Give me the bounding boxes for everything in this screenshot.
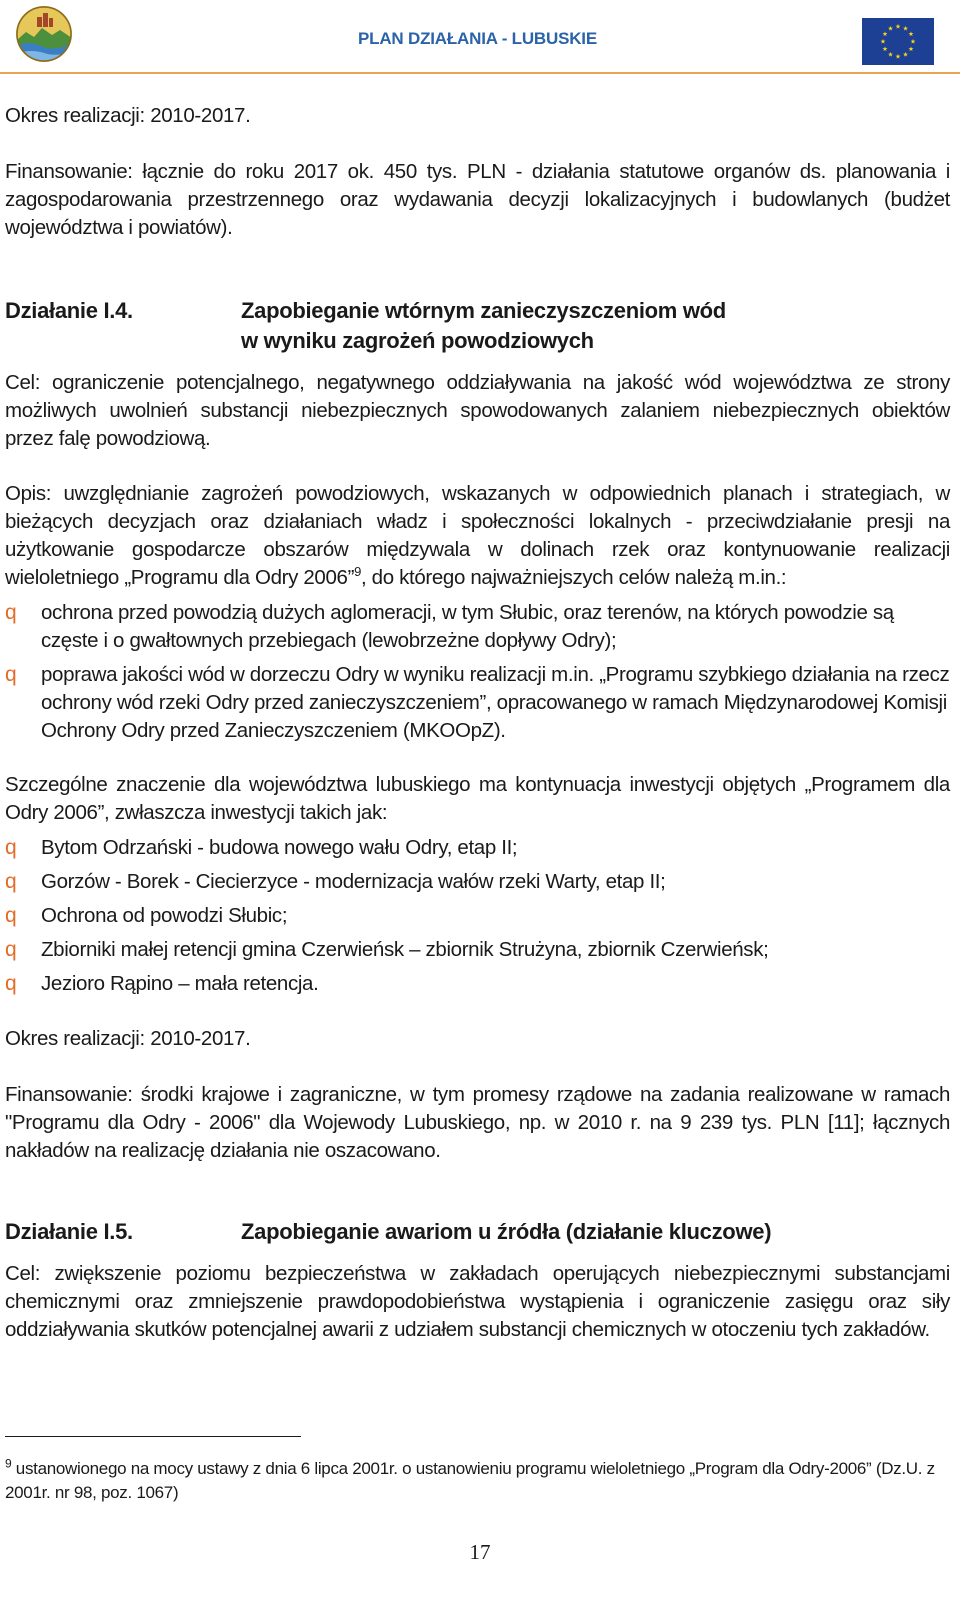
regional-emblem-icon <box>14 4 74 64</box>
inwestycje-bullet-list <box>5 834 950 998</box>
footnote-number: 9 <box>5 1456 12 1471</box>
list-item <box>5 599 950 655</box>
cel-15: Cel: zwiększenie poziomu bezpieczeństwa w zakładach operujących niebezpiecznymi substancjami chemicznymi oraz zmniejszenie prawdopodobieństwa wystąpienia i ograniczenie zasięgu oraz siły oddziaływania skutków potencjalnej awarii z udziałem substancji chemicznych w otoczeniu tych zakładów. <box>5 1262 950 1341</box>
list-item <box>5 970 950 998</box>
opis-14-text: Opis: uwzględnianie zagrożeń powodziowych, wskazanych w odpowiednich planach i strategiach, w bieżących decyzjach oraz działaniach władz i społeczności lokalnych - przeciwdziałanie presji na użytkowanie gospodarcze obszarów międzywala w dolinach rzek oraz kontynuowanie realizacji wieloletniego „Programu dla Odry 2006” <box>5 482 950 589</box>
list-item-text: Gorzów - Borek - Ciecierzyce - modernizacja wałów rzeki Warty, etap II; <box>41 870 666 893</box>
opis-bullet-list <box>5 599 950 745</box>
bullet-icon: q <box>5 663 17 686</box>
footnote <box>5 1457 940 1505</box>
footnote-divider <box>5 1436 301 1437</box>
page-header <box>0 0 960 74</box>
list-item-text: ochrona przed powodzią dużych aglomeracji, w tym Słubic, oraz terenów, na których powodzie są częste i o gwałtownych przebiegach (lewobrzeżne dopływy Odry); <box>41 601 894 652</box>
bullet-icon: q <box>5 938 17 961</box>
footnote-text: ustanowionego na mocy ustawy z dnia 6 lipca 2001r. o ustanowieniu programu wieloletniego „Program dla Odry-2006” (Dz.U. z 2001r. nr 98, poz. 1067) <box>5 1459 935 1502</box>
header-divider <box>0 72 960 74</box>
opis-14 <box>5 480 950 592</box>
cel-14: Cel: ograniczenie potencjalnego, negatywnego oddziaływania na jakość wód województwa ze strony możliwych uwolnień substancji niebezpiecznych spowodowanych zalaniem niebezpiecznych obiektów przez falę powodziową. <box>5 371 950 450</box>
list-item-text: Ochrona od powodzi Słubic; <box>41 904 288 927</box>
header-title: PLAN DZIAŁANIA - LUBUSKIE <box>358 29 597 48</box>
list-item <box>5 661 950 745</box>
okres-realizacji-2: Okres realizacji: 2010-2017. <box>5 1027 251 1050</box>
okres-realizacji-1: Okres realizacji: 2010-2017. <box>5 104 251 127</box>
finansowanie-2: Finansowanie: środki krajowe i zagraniczne, w tym promesy rządowe na zadania realizowane w ramach "Programu dla Odry - 2006" dla Wojewody Lubuskiego, np. w 2010 r. na 9 239 tys. PLN [11]; łącznych nakładów na realizację działania nie oszacowano. <box>5 1083 950 1162</box>
eu-flag-icon <box>862 18 934 65</box>
page-number: 17 <box>469 1540 491 1564</box>
bullet-icon: q <box>5 904 17 927</box>
list-item-text: poprawa jakości wód w dorzeczu Odry w wyniku realizacji m.in. „Programu szybkiego działania na rzecz ochrony wód rzeki Odry przed zanieczyszczeniem”, opracowanego w ramach Międzynarodowej Komisji Ochrony Odry przed Zanieczyszczeniem (MKOOpZ). <box>41 663 950 742</box>
bullet-icon: q <box>5 972 17 995</box>
list-item <box>5 902 950 930</box>
finansowanie-1: Finansowanie: łącznie do roku 2017 ok. 450 tys. PLN - działania statutowe organów ds. planowania i zagospodarowania przestrzennego oraz wydawania decyzji lokalizacyjnych i budowlanych (budżet województwa i powiatów). <box>5 160 950 239</box>
list-item <box>5 936 950 964</box>
szczegolne-znaczenie: Szczególne znaczenie dla województwa lubuskiego ma kontynuacja inwestycji objętych „Programem dla Odry 2006”, zwłaszcza inwestycji takich jak: <box>5 773 950 824</box>
dzialanie-14-label: Działanie I.4. <box>5 298 133 323</box>
footnote-ref: 9 <box>354 564 361 580</box>
list-item-text: Bytom Odrzański - budowa nowego wału Odry, etap II; <box>41 836 518 859</box>
dzialanie-14-title-line1: Zapobieganie wtórnym zanieczyszczeniom wód <box>241 298 726 323</box>
dzialanie-15-title: Zapobieganie awariom u źródła (działanie kluczowe) <box>241 1219 772 1244</box>
list-item <box>5 868 950 896</box>
opis-14-text-end: , do którego najważniejszych celów należą m.in.: <box>360 566 787 589</box>
dzialanie-15-label: Działanie I.5. <box>5 1219 133 1244</box>
bullet-icon: q <box>5 836 17 859</box>
list-item-text: Jezioro Rąpino – mała retencja. <box>41 972 319 995</box>
dzialanie-14-title-line2: w wyniku zagrożeń powodziowych <box>241 328 594 353</box>
list-item <box>5 834 950 862</box>
bullet-icon: q <box>5 601 17 624</box>
list-item-text: Zbiorniki małej retencji gmina Czerwieńsk – zbiornik Strużyna, zbiornik Czerwieńsk; <box>41 938 769 961</box>
bullet-icon: q <box>5 870 17 893</box>
